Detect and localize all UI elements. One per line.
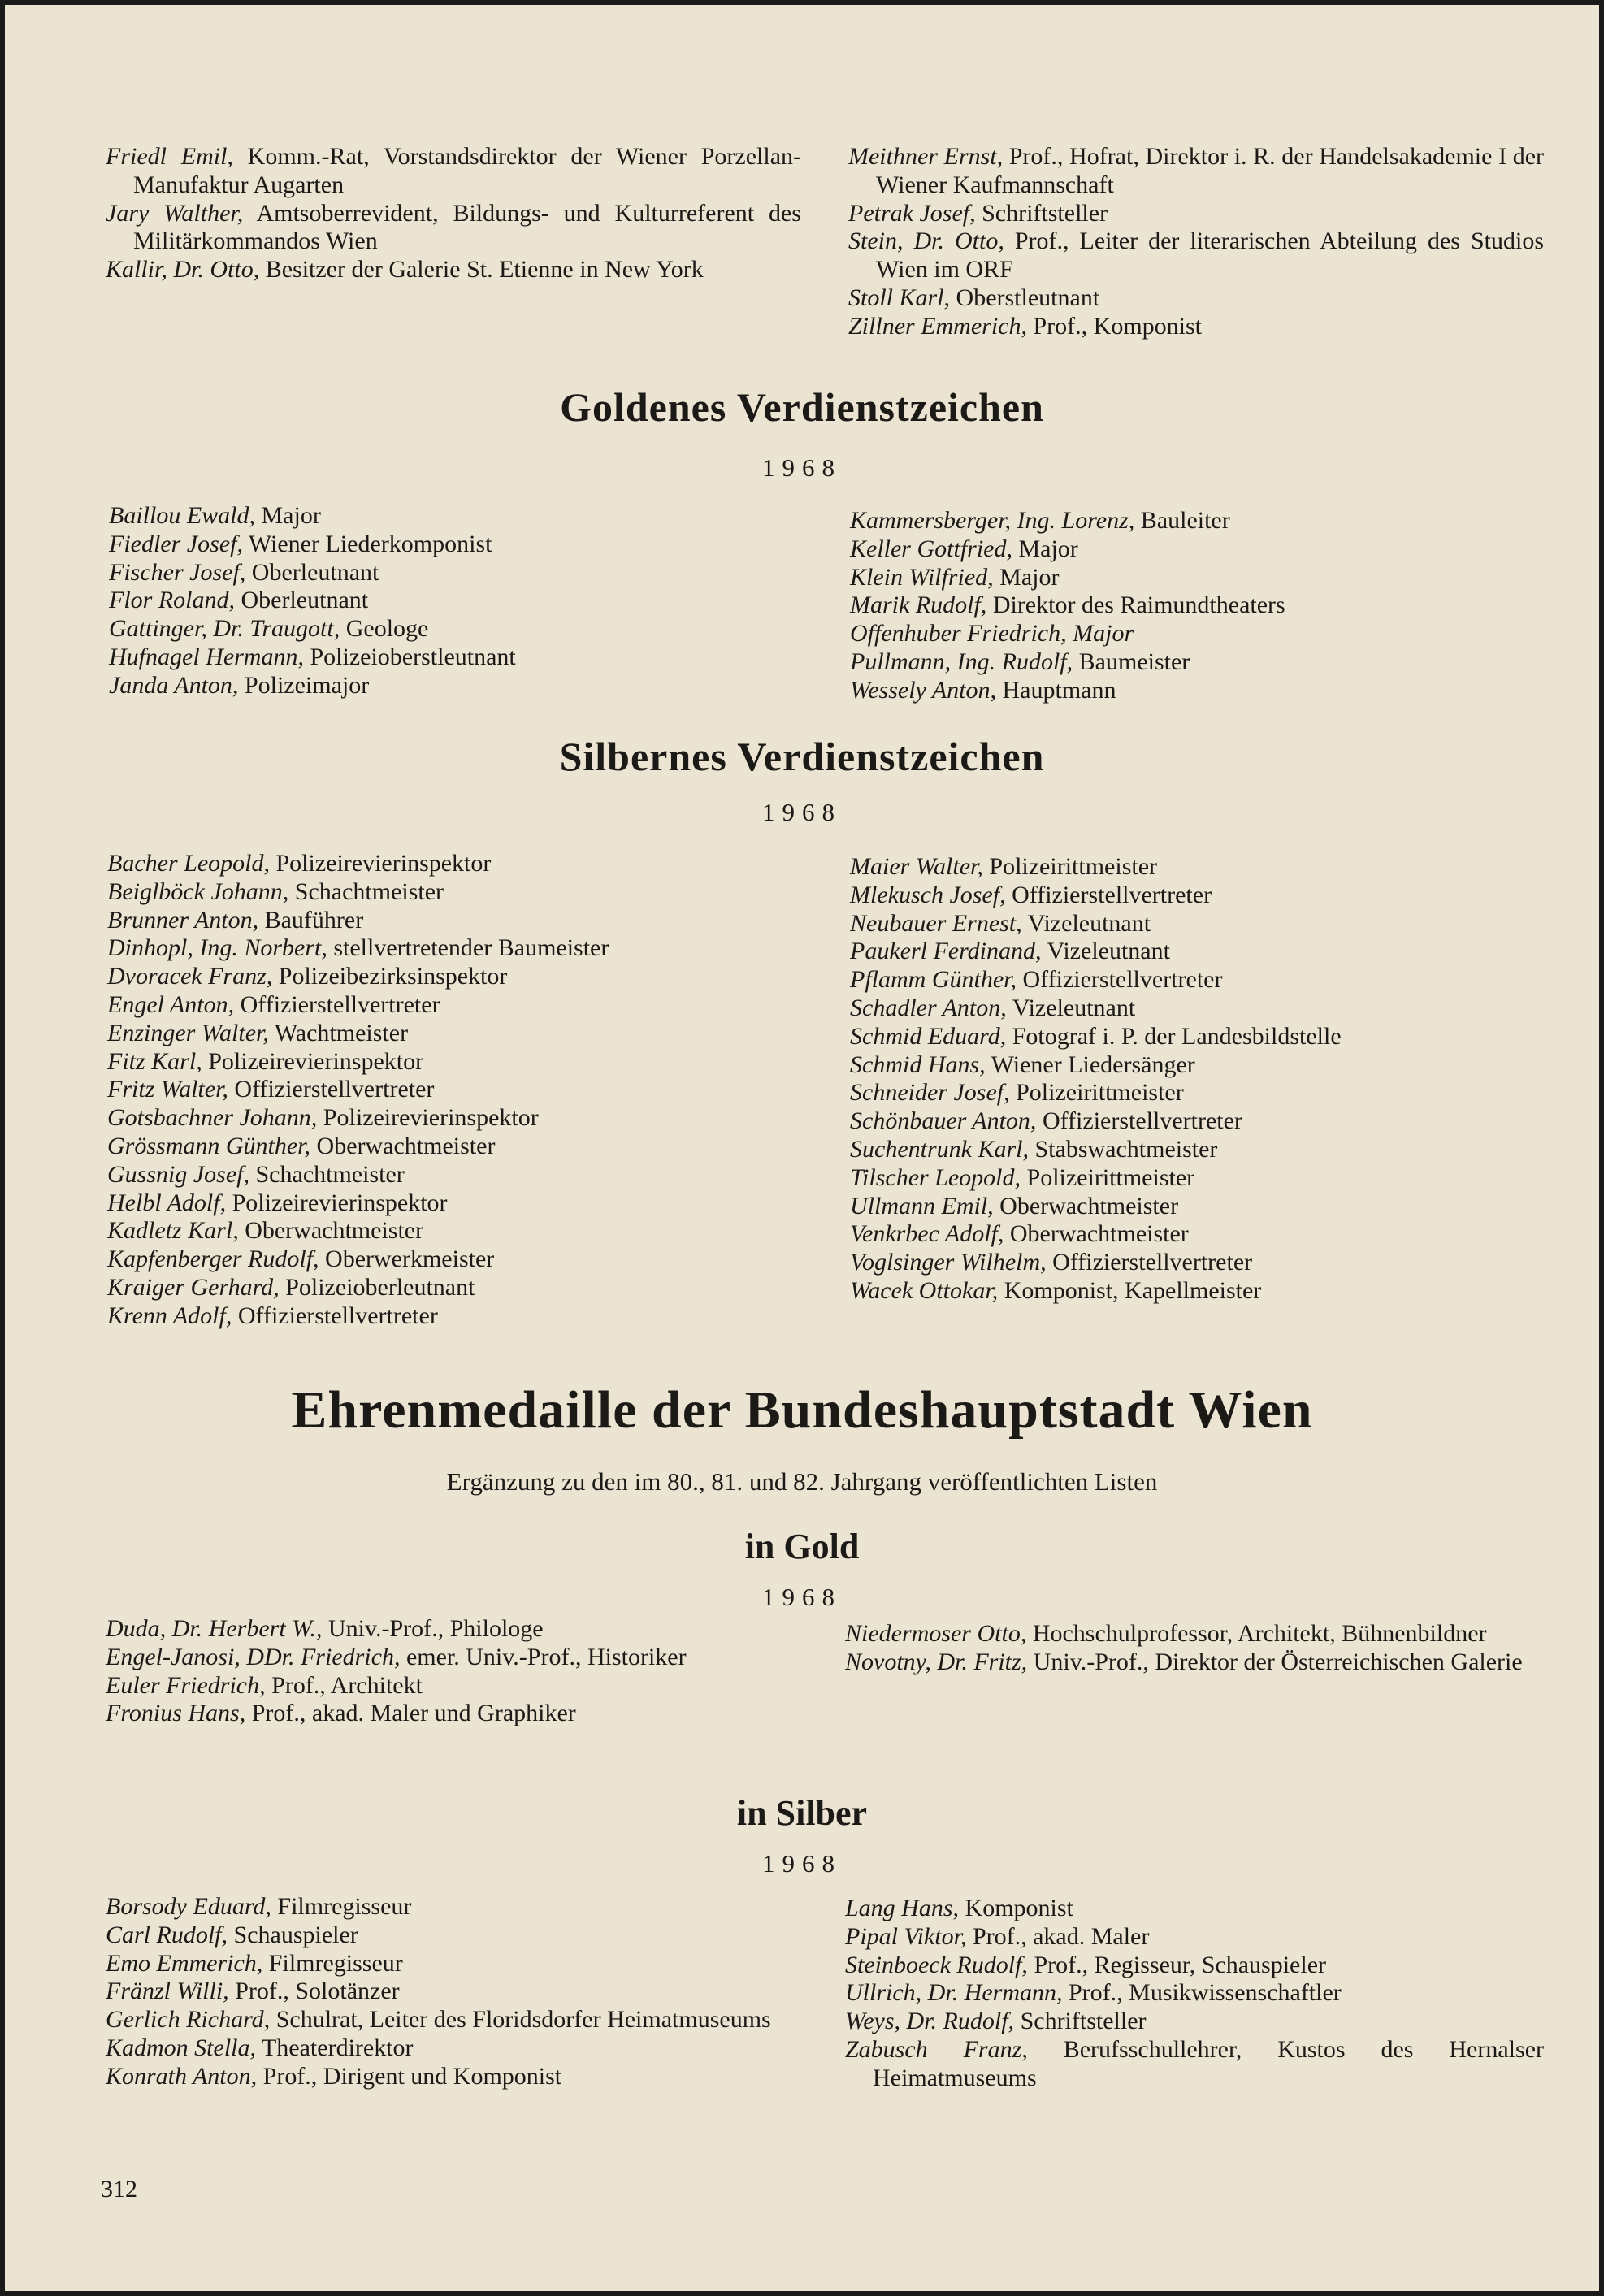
entry-description: Major bbox=[1018, 535, 1078, 562]
document-page bbox=[5, 5, 1599, 2291]
page-number: 312 bbox=[101, 2176, 137, 2203]
entry-name: Hufnagel Hermann, bbox=[109, 643, 304, 670]
list-item bbox=[106, 1644, 801, 1672]
entry-description: Oberleutnant bbox=[251, 558, 379, 586]
entry-name: Fränzl Willi, bbox=[106, 1978, 229, 2005]
entry-name: Borsody Eduard, bbox=[106, 1893, 271, 1920]
list-item bbox=[848, 200, 1544, 228]
page-main-title: Ehrenmedaille der Bundeshauptstadt Wien bbox=[291, 1380, 1313, 1440]
list-item bbox=[109, 587, 804, 615]
entry-description: Polizeirittmeister bbox=[1016, 1079, 1184, 1107]
entry-name: Beiglböck Johann, bbox=[107, 877, 289, 905]
entry-description: Polizeibezirksinspektor bbox=[278, 963, 508, 990]
entry-description: Komponist bbox=[965, 1895, 1073, 1921]
entry-name: Fronius Hans, bbox=[106, 1700, 246, 1727]
list-item bbox=[106, 1700, 801, 1728]
section-year: 1968 bbox=[762, 453, 842, 482]
entry-name: Neubauer Ernest, bbox=[850, 909, 1022, 937]
main-subtitle: Ergänzung zu den im 80., 81. und 82. Jahrgang veröffentlichten Listen bbox=[446, 1467, 1158, 1496]
list-item bbox=[106, 143, 801, 200]
entry-description: Prof., Leiter der literarischen Abteilung des Studios Wien im ORF bbox=[876, 227, 1544, 284]
entry-name: Zillner Emmerich, bbox=[848, 312, 1027, 340]
entry-description: Offizierstellvertreter bbox=[1022, 966, 1223, 994]
list-item bbox=[106, 1978, 801, 2006]
list-column bbox=[107, 850, 803, 1331]
list-item bbox=[848, 227, 1544, 284]
entry-name: Stoll Karl, bbox=[848, 284, 951, 311]
entry-name: Enzinger Walter, bbox=[107, 1019, 269, 1046]
entry-name: Paukerl Ferdinand, bbox=[850, 938, 1042, 965]
list-item bbox=[850, 910, 1549, 938]
entry-description: Univ.-Prof., Direktor der Österreichischen Galerie bbox=[1033, 1648, 1523, 1675]
list-item bbox=[850, 1249, 1549, 1277]
entry-name: Schönbauer Anton, bbox=[850, 1107, 1037, 1135]
list-item bbox=[106, 1672, 801, 1700]
entry-description: Oberwachtmeister bbox=[245, 1217, 424, 1245]
list-item bbox=[848, 284, 1544, 313]
entry-name: Engel Anton, bbox=[107, 990, 235, 1018]
entry-name: Fiedler Josef, bbox=[109, 530, 243, 557]
entry-description: Wiener Liederkomponist bbox=[248, 530, 492, 557]
entry-description: Wachtmeister bbox=[274, 1019, 409, 1046]
list-column bbox=[106, 143, 801, 284]
list-item bbox=[107, 907, 803, 935]
list-column bbox=[850, 853, 1549, 1306]
entry-description: Prof., Regisseur, Schauspieler bbox=[1034, 1951, 1326, 1978]
entry-name: Wacek Ottokar, bbox=[850, 1276, 999, 1304]
entry-description: Oberleutnant bbox=[241, 587, 369, 614]
section-title: Silbernes Verdienstzeichen bbox=[559, 734, 1045, 779]
entry-description: Polizeioberstleutnant bbox=[310, 643, 516, 670]
entry-description: Oberwachtmeister bbox=[999, 1192, 1179, 1219]
list-item bbox=[845, 1952, 1544, 1980]
entry-name: Carl Rudolf, bbox=[106, 1921, 228, 1948]
list-item bbox=[845, 2008, 1544, 2036]
list-item bbox=[106, 1950, 801, 1978]
entry-description: Bauführer bbox=[264, 906, 364, 934]
section-title: Goldenes Verdienstzeichen bbox=[560, 384, 1044, 430]
list-column bbox=[845, 1620, 1541, 1677]
list-item bbox=[109, 502, 804, 531]
list-item bbox=[850, 853, 1549, 882]
entry-name: Klein Wilfried, bbox=[850, 563, 994, 591]
section-year: 1968 bbox=[762, 1849, 842, 1878]
entry-description: Oberstleutnant bbox=[956, 284, 1100, 311]
list-item bbox=[850, 507, 1545, 535]
entry-description: stellvertretender Baumeister bbox=[333, 934, 609, 962]
list-item bbox=[850, 1164, 1549, 1193]
list-column bbox=[106, 1615, 801, 1728]
list-item bbox=[850, 1193, 1549, 1221]
entry-description: Bauleiter bbox=[1140, 507, 1230, 534]
list-item bbox=[850, 648, 1545, 677]
list-column bbox=[848, 143, 1544, 341]
entry-name: Kraiger Gerhard, bbox=[107, 1273, 280, 1301]
list-item bbox=[107, 878, 803, 907]
list-item bbox=[109, 643, 804, 672]
list-column bbox=[109, 502, 804, 700]
list-item bbox=[107, 991, 803, 1020]
list-item bbox=[850, 564, 1545, 592]
entry-name: Kadletz Karl, bbox=[107, 1217, 239, 1245]
entry-description: Polizeioberleutnant bbox=[285, 1273, 475, 1301]
list-item bbox=[850, 620, 1545, 648]
entry-description: Theaterdirektor bbox=[261, 2034, 414, 2061]
entry-name: Konrath Anton, bbox=[106, 2062, 258, 2090]
list-item bbox=[845, 1648, 1541, 1677]
list-item bbox=[850, 994, 1549, 1023]
entry-name: Kallir, Dr. Otto, bbox=[106, 256, 260, 284]
entry-name: Suchentrunk Karl, bbox=[850, 1135, 1029, 1163]
list-item bbox=[850, 1051, 1549, 1080]
list-item bbox=[107, 1302, 803, 1331]
entry-name: Pipal Viktor, bbox=[845, 1922, 967, 1950]
entry-description: Prof., Architekt bbox=[271, 1671, 423, 1699]
entry-name: Fitz Karl, bbox=[107, 1047, 202, 1075]
section-year: 1968 bbox=[762, 798, 842, 826]
entry-name: Fritz Walter, bbox=[107, 1076, 228, 1103]
entry-name: Stein, Dr. Otto, bbox=[848, 227, 1004, 255]
entry-description: Offizierstellvertreter bbox=[240, 990, 440, 1018]
entry-description: Vizeleutnant bbox=[1012, 994, 1136, 1021]
list-item bbox=[107, 1161, 803, 1189]
list-item bbox=[107, 1020, 803, 1048]
list-item bbox=[109, 559, 804, 587]
list-item bbox=[850, 591, 1545, 620]
entry-name: Schadler Anton, bbox=[850, 994, 1007, 1021]
entry-description: Schachtmeister bbox=[294, 877, 444, 905]
list-column bbox=[106, 1893, 801, 2091]
entry-name: Schneider Josef, bbox=[850, 1079, 1010, 1107]
list-item bbox=[107, 934, 803, 963]
list-column bbox=[850, 507, 1545, 705]
entry-name: Petrak Josef, bbox=[848, 199, 976, 227]
section-year: 1968 bbox=[762, 1583, 842, 1611]
entry-description: Filmregisseur bbox=[277, 1893, 412, 1920]
entry-name: Novotny, Dr. Fritz, bbox=[845, 1648, 1028, 1675]
list-item bbox=[850, 1277, 1549, 1306]
list-item bbox=[850, 1023, 1549, 1051]
list-item bbox=[107, 1189, 803, 1218]
entry-name: Steinboeck Rudolf, bbox=[845, 1951, 1028, 1978]
list-item bbox=[845, 1620, 1541, 1648]
list-item bbox=[106, 1921, 801, 1950]
list-item bbox=[850, 1136, 1549, 1164]
entry-description: Polizeirevierinspektor bbox=[208, 1047, 424, 1075]
list-item bbox=[845, 2036, 1544, 2093]
entry-name: Fischer Josef, bbox=[109, 558, 246, 586]
entry-description: Prof., Dirigent und Komponist bbox=[262, 2062, 562, 2090]
entry-description: Offizierstellvertreter bbox=[234, 1076, 435, 1103]
entry-name: Euler Friedrich, bbox=[106, 1671, 266, 1699]
list-item bbox=[845, 1923, 1544, 1952]
entry-name: Meithner Ernst, bbox=[848, 143, 1004, 170]
entry-name: Ullrich, Dr. Hermann, bbox=[845, 1979, 1063, 2007]
list-item bbox=[107, 1104, 803, 1133]
entry-name: Engel-Janosi, DDr. Friedrich, bbox=[106, 1643, 401, 1670]
entry-name: Kammersberger, Ing. Lorenz, bbox=[850, 507, 1135, 534]
entry-description: Polizeirittmeister bbox=[989, 853, 1158, 880]
list-item bbox=[850, 535, 1545, 564]
entry-description: Polizeimajor bbox=[244, 671, 370, 699]
entry-description: Polizeirevierinspektor bbox=[275, 850, 492, 877]
entry-name: Lang Hans, bbox=[845, 1895, 960, 1921]
entry-description: Besitzer der Galerie St. Etienne in New York bbox=[265, 256, 704, 284]
entry-name: Pullmann, Ing. Rudolf, bbox=[850, 648, 1073, 675]
entry-description: Oberwachtmeister bbox=[316, 1132, 496, 1159]
list-item bbox=[106, 2006, 801, 2034]
entry-description: Oberwachtmeister bbox=[1009, 1220, 1189, 1248]
entry-name: Duda, Dr. Herbert W., bbox=[106, 1615, 323, 1642]
entry-description: Polizeirittmeister bbox=[1026, 1163, 1195, 1191]
list-item bbox=[107, 1048, 803, 1077]
entry-name: Flor Roland, bbox=[109, 587, 235, 614]
list-item bbox=[107, 850, 803, 878]
entry-name: Schmid Eduard, bbox=[850, 1022, 1007, 1050]
entry-description: Hochschulprofessor, Architekt, Bühnenbildner bbox=[1032, 1620, 1487, 1647]
list-item bbox=[106, 1893, 801, 1921]
entry-name: Weys, Dr. Rudolf, bbox=[845, 2008, 1015, 2035]
entry-name: Janda Anton, bbox=[109, 671, 239, 699]
entry-name: Kapfenberger Rudolf, bbox=[107, 1245, 319, 1273]
list-item bbox=[845, 1979, 1544, 2008]
entry-description: Schriftsteller bbox=[982, 199, 1108, 227]
entry-description: Major bbox=[999, 563, 1060, 591]
entry-description: Vizeleutnant bbox=[1027, 909, 1151, 937]
entry-name: Helbl Adolf, bbox=[107, 1189, 227, 1216]
entry-description: Offizierstellvertreter bbox=[237, 1302, 438, 1329]
section-title: in Gold bbox=[744, 1527, 860, 1566]
list-item bbox=[107, 1217, 803, 1245]
entry-name: Gotsbachner Johann, bbox=[107, 1104, 318, 1132]
entry-name: Ullmann Emil, bbox=[850, 1192, 994, 1219]
entry-description: Polizeirevierinspektor bbox=[323, 1104, 539, 1132]
list-item bbox=[106, 200, 801, 257]
entry-description: Prof., Musikwissenschaftler bbox=[1069, 1979, 1342, 2007]
entry-description: Offizierstellvertreter bbox=[1042, 1107, 1242, 1135]
entry-name: Gussnig Josef, bbox=[107, 1160, 249, 1188]
entry-description: Prof., Hofrat, Direktor i. R. der Handelsakademie I der Wiener Kaufmannschaft bbox=[876, 143, 1544, 198]
entry-description: Baumeister bbox=[1078, 648, 1190, 675]
entry-description: Prof., akad. Maler bbox=[972, 1922, 1150, 1950]
entry-description: Schulrat, Leiter des Floridsdorfer Heimatmuseums bbox=[275, 2006, 771, 2034]
entry-name: Brunner Anton, bbox=[107, 906, 259, 934]
list-item bbox=[850, 882, 1549, 910]
entry-description: Offizierstellvertreter bbox=[1052, 1249, 1253, 1276]
entry-description: Univ.-Prof., Philologe bbox=[327, 1615, 544, 1642]
list-item bbox=[850, 1079, 1549, 1107]
entry-description: Prof., Komponist bbox=[1033, 312, 1202, 340]
list-item bbox=[109, 615, 804, 643]
entry-name: Dinhopl, Ing. Norbert, bbox=[107, 934, 327, 962]
entry-name: Offenhuber Friedrich, Major bbox=[850, 620, 1134, 648]
entry-name: Tilscher Leopold, bbox=[850, 1163, 1021, 1191]
entry-name: Bacher Leopold, bbox=[107, 850, 270, 877]
section-title: in Silber bbox=[736, 1793, 868, 1833]
entry-description: Vizeleutnant bbox=[1047, 938, 1170, 965]
entry-name: Zabusch Franz, bbox=[845, 2035, 1028, 2063]
list-item bbox=[107, 1245, 803, 1274]
list-item bbox=[106, 256, 801, 284]
entry-name: Mlekusch Josef, bbox=[850, 881, 1006, 908]
entry-description: Geologe bbox=[345, 615, 429, 643]
entry-name: Krenn Adolf, bbox=[107, 1302, 232, 1329]
entry-name: Voglsinger Wilhelm, bbox=[850, 1249, 1047, 1276]
entry-name: Friedl Emil, bbox=[106, 143, 233, 170]
entry-description: Schriftsteller bbox=[1020, 2008, 1147, 2035]
list-item bbox=[106, 2063, 801, 2091]
entry-description: Berufsschullehrer, Kustos des Hernalser Heimatmuseums bbox=[873, 2035, 1544, 2091]
list-item bbox=[106, 1615, 801, 1644]
list-item bbox=[109, 531, 804, 559]
entry-name: Grössmann Günther, bbox=[107, 1132, 311, 1159]
entry-name: Gerlich Richard, bbox=[106, 2006, 271, 2034]
entry-name: Dvoracek Franz, bbox=[107, 963, 273, 990]
entry-description: emer. Univ.-Prof., Historiker bbox=[405, 1643, 687, 1670]
list-item bbox=[850, 677, 1545, 705]
entry-name: Marik Rudolf, bbox=[850, 591, 987, 619]
list-item bbox=[850, 1220, 1549, 1249]
list-item bbox=[845, 1895, 1544, 1923]
list-item bbox=[848, 313, 1544, 341]
entry-description: Schauspieler bbox=[233, 1921, 358, 1948]
list-item bbox=[107, 1076, 803, 1104]
entry-description: Filmregisseur bbox=[268, 1949, 403, 1977]
entry-description: Direktor des Raimundtheaters bbox=[992, 591, 1285, 619]
entry-name: Jary Walther, bbox=[106, 199, 244, 227]
entry-description: Prof., Solotänzer bbox=[235, 1978, 400, 2005]
list-item bbox=[107, 1274, 803, 1302]
entry-name: Keller Gottfried, bbox=[850, 535, 1012, 562]
entry-name: Schmid Hans, bbox=[850, 1051, 986, 1078]
entry-description: Komponist, Kapellmeister bbox=[1004, 1276, 1262, 1304]
entry-name: Kadmon Stella, bbox=[106, 2034, 256, 2061]
list-item bbox=[848, 143, 1544, 200]
entry-description: Major bbox=[261, 502, 321, 529]
entry-name: Venkrbec Adolf, bbox=[850, 1220, 1004, 1248]
list-item bbox=[107, 1133, 803, 1161]
entry-description: Komm.-Rat, Vorstandsdirektor der Wiener Porzellan-Manufaktur Augarten bbox=[133, 143, 802, 198]
list-item bbox=[850, 938, 1549, 966]
entry-name: Maier Walter, bbox=[850, 853, 983, 880]
entry-name: Pflamm Günther, bbox=[850, 966, 1017, 994]
entry-description: Stabswachtmeister bbox=[1034, 1135, 1218, 1163]
entry-name: Niedermoser Otto, bbox=[845, 1620, 1027, 1647]
list-column bbox=[845, 1895, 1544, 2093]
entry-description: Prof., akad. Maler und Graphiker bbox=[251, 1700, 576, 1727]
entry-description: Schachtmeister bbox=[255, 1160, 405, 1188]
entry-name: Gattinger, Dr. Traugott, bbox=[109, 615, 340, 643]
entry-description: Oberwerkmeister bbox=[325, 1245, 495, 1273]
entry-description: Hauptmann bbox=[1002, 676, 1116, 704]
list-item bbox=[107, 963, 803, 991]
list-item bbox=[850, 1107, 1549, 1136]
list-item bbox=[109, 672, 804, 700]
entry-description: Offizierstellvertreter bbox=[1012, 881, 1212, 908]
entry-description: Amtsoberrevident, Bildungs- und Kulturreferent des Militärkommandos Wien bbox=[133, 199, 801, 255]
list-item bbox=[850, 966, 1549, 994]
entry-description: Fotograf i. P. der Landesbildstelle bbox=[1012, 1022, 1342, 1050]
list-item bbox=[106, 2034, 801, 2063]
entry-name: Emo Emmerich, bbox=[106, 1949, 263, 1977]
entry-name: Baillou Ewald, bbox=[109, 502, 255, 529]
entry-description: Polizeirevierinspektor bbox=[232, 1189, 448, 1216]
entry-description: Wiener Liedersänger bbox=[991, 1051, 1195, 1078]
entry-name: Wessely Anton, bbox=[850, 676, 996, 704]
